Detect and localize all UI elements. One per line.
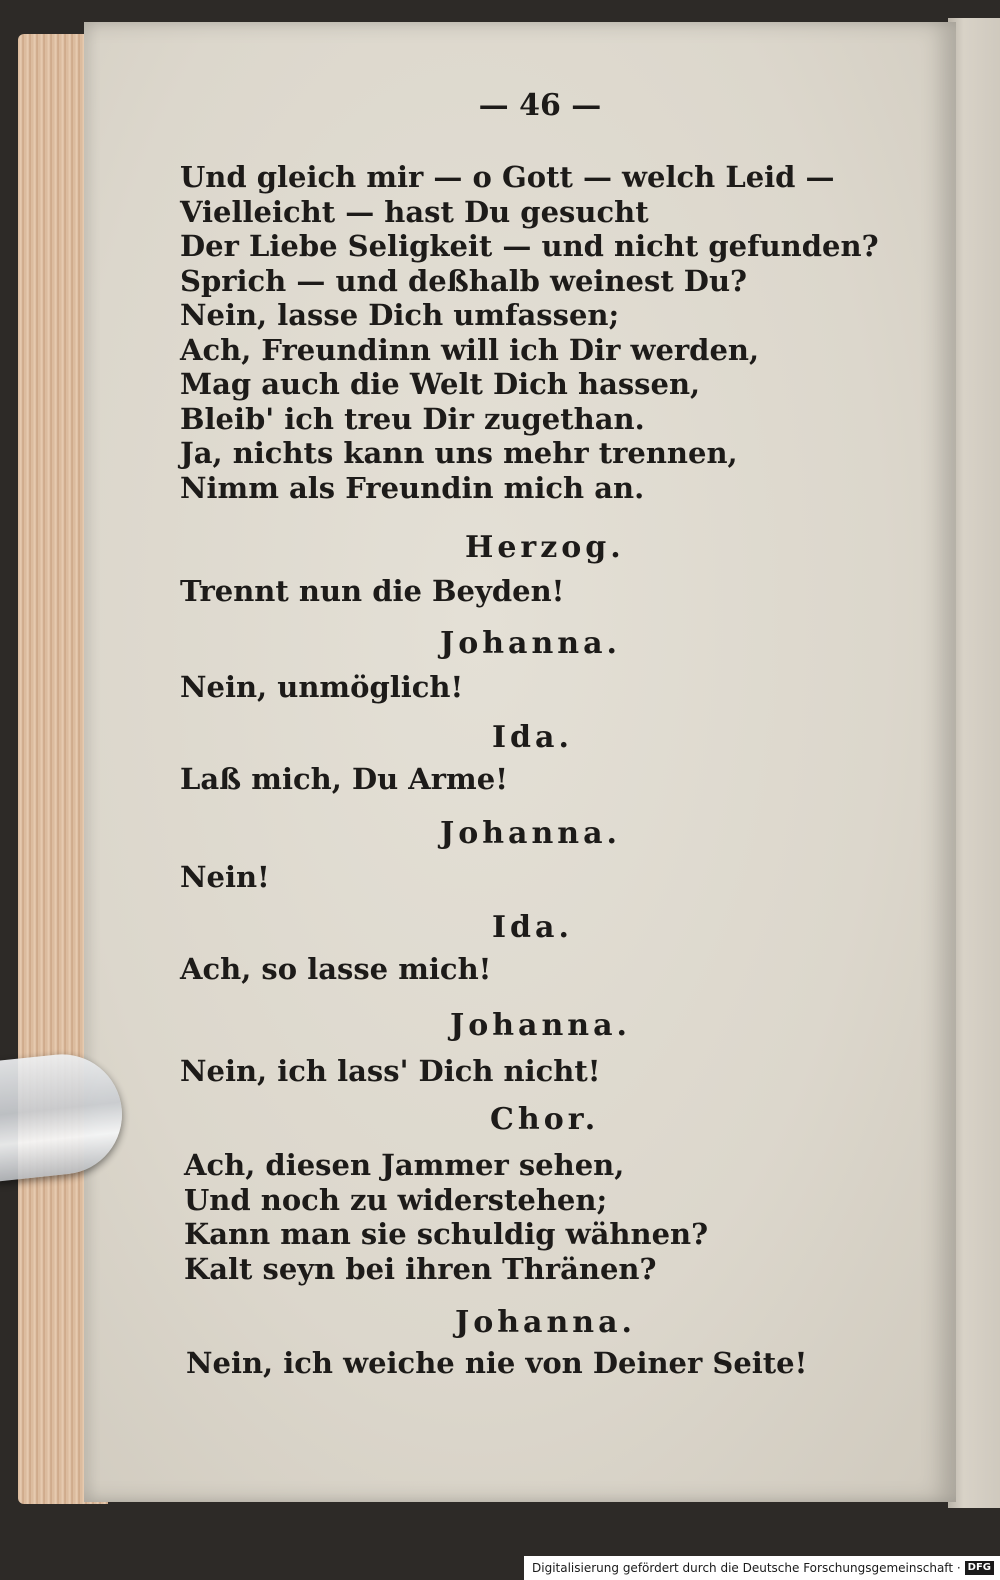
verse-line: Mag auch die Welt Dich hassen, (180, 367, 701, 401)
digitization-footer (524, 1556, 1000, 1580)
line-ida: Laß mich, Du Arme! (180, 762, 508, 796)
line-johanna: Nein, ich lass' Dich nicht! (180, 1054, 601, 1088)
dfg-logo: DFG (965, 1561, 994, 1575)
chor-verse (184, 1148, 708, 1286)
verse-line: Ach, diesen Jammer sehen, (184, 1148, 625, 1182)
verse-line: Kann man sie schuldig wähnen? (184, 1217, 709, 1251)
speaker-ida: Ida. (492, 910, 573, 945)
footer-text: Digitalisierung gefördert durch die Deutsche Forschungsgemeinschaft · (532, 1561, 961, 1575)
speaker-ida: Ida. (492, 720, 573, 755)
line-herzog: Trennt nun die Beyden! (180, 574, 565, 608)
verse-line: Vielleicht — hast Du gesucht (180, 194, 649, 229)
line-johanna: Nein! (180, 860, 270, 894)
line-johanna: Nein, ich weiche nie von Deiner Seite! (186, 1346, 808, 1380)
speaker-johanna: Johanna. (455, 1305, 636, 1340)
verse-line: Bleib' ich treu Dir zugethan. (180, 401, 645, 436)
page-number: — 46 — (478, 88, 602, 123)
speaker-herzog: Herzog. (465, 530, 625, 565)
verse-line: Und noch zu widerstehen; (184, 1182, 608, 1217)
speaker-johanna: Johanna. (440, 816, 621, 851)
verse-line: Sprich — und deßhalb weinest Du? (180, 263, 748, 298)
verse-line: Nimm als Freundin mich an. (180, 470, 645, 505)
verse-line: Ach, Freundinn will ich Dir werden, (180, 332, 760, 367)
line-ida: Ach, so lasse mich! (180, 952, 492, 986)
verse-line: Und gleich mir — o Gott — welch Leid — (180, 160, 835, 194)
speaker-johanna: Johanna. (440, 626, 621, 661)
verse-line: Ja, nichts kann uns mehr trennen, (180, 436, 738, 470)
verse-line: Der Liebe Seligkeit — und nicht gefunden? (180, 229, 879, 263)
verse-line: Kalt seyn bei ihren Thränen? (184, 1251, 657, 1286)
opening-verse (180, 160, 879, 505)
verse-line: Nein, lasse Dich umfassen; (180, 298, 620, 332)
speaker-johanna: Johanna. (450, 1008, 631, 1043)
line-johanna: Nein, unmöglich! (180, 670, 464, 704)
speaker-chor: Chor. (490, 1102, 600, 1137)
